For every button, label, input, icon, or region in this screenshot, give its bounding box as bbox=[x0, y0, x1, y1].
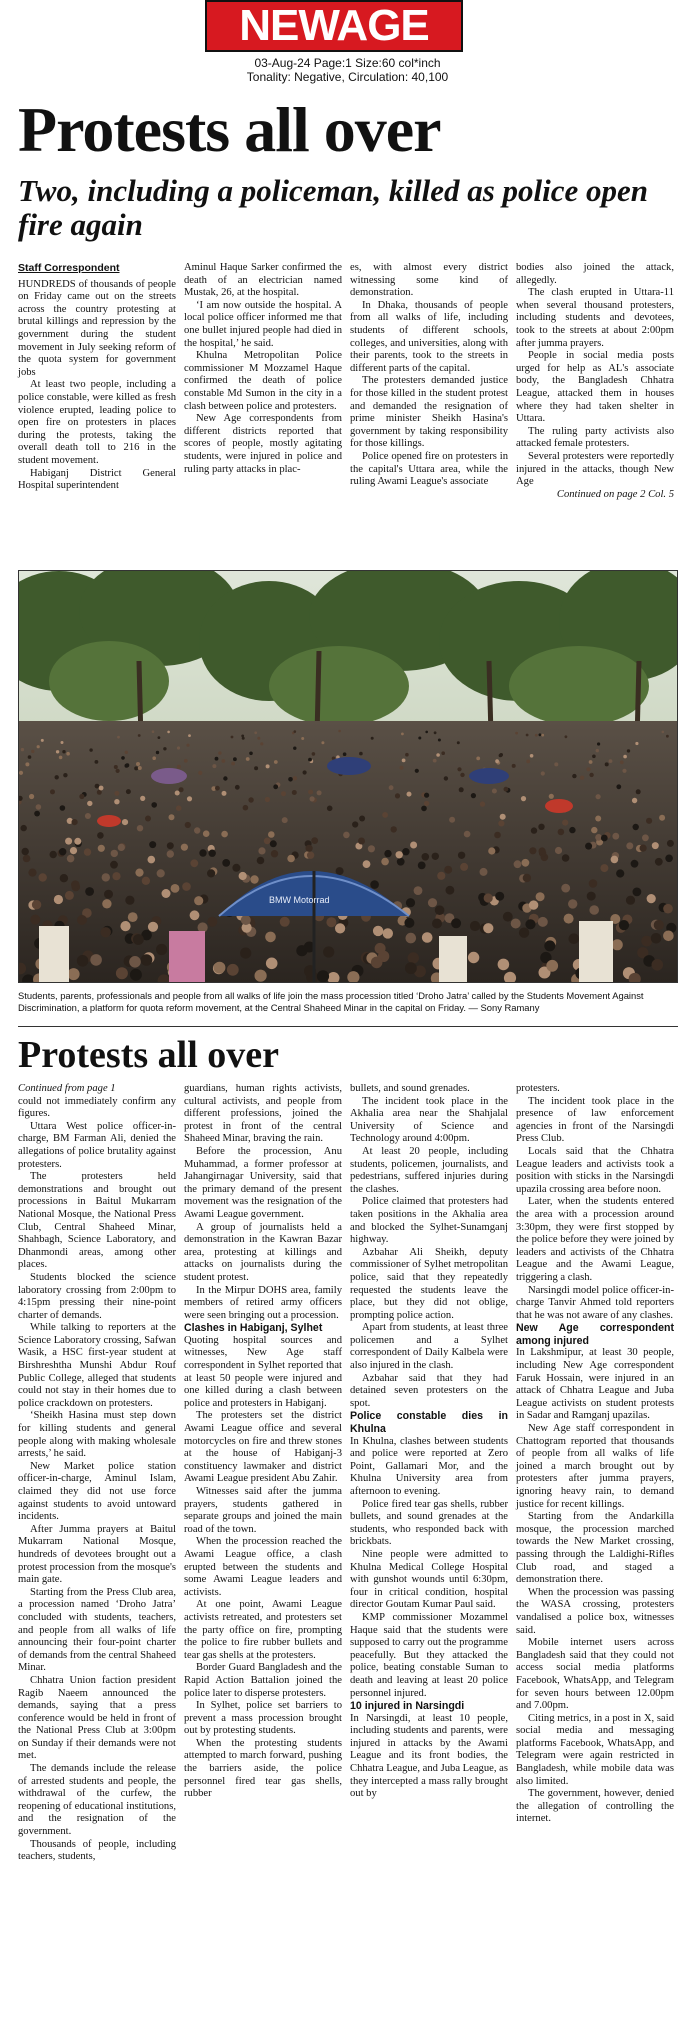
top-article-columns bbox=[18, 262, 678, 501]
article-paragraph: When the procession reached the Awami League office, a clash erupted between the students and some Awami League leaders and activists. bbox=[184, 1536, 342, 1598]
article-paragraph: Mobile internet users across Bangladesh said that they could not access social media platforms Facebook, WhatsApp, and Telegram for seven hours between 12.00pm and 7.00pm. bbox=[516, 1637, 674, 1712]
article-paragraph: Azbahar said that they had detained seven protesters on the spot. bbox=[350, 1372, 508, 1409]
article-paragraph: Police claimed that protesters had taken positions in the Akhalia area and blocked the Sylhet-Sunamganj highway. bbox=[350, 1196, 508, 1246]
article-paragraph: New Age correspondents from different districts reported that scores of people, mostly agitating students, were injured in police and ruling party attacks in plac- bbox=[184, 413, 342, 475]
umbrella-text: BMW Motorrad bbox=[269, 895, 330, 905]
article-paragraph: KMP commissioner Mozammel Haque said that the students were supposed to carry out the programme peacefully. But they attacked the police, beating constable Suman to death and leaving at least 20 police personnel injured. bbox=[350, 1611, 508, 1699]
article-paragraph: Uttara West police officer-in-charge, BM Farman Ali, denied the allegations of police brutality against protesters. bbox=[18, 1120, 176, 1170]
article-paragraph: While talking to reporters at the Science Laboratory crossing, Safwan Wasik, a HSC first-year student at Birshreshtha Munshi Abdur Rouf Public College, alleged that students could not stay in their homes due to police crackdown on protesters. bbox=[18, 1322, 176, 1409]
bottom-column-3 bbox=[350, 1083, 508, 1864]
clipping-meta-tonality: Tonality: Negative, Circulation: 40,100 bbox=[246, 70, 449, 84]
article-paragraph: Students blocked the science laboratory crossing from 2:00pm to 4:15pm pressing their nine-point charter of demands. bbox=[18, 1271, 176, 1321]
article-paragraph: ‘I am now outside the hospital. A local police officer informed me that one bullet injured people had died in the hospital,’ he said. bbox=[184, 299, 342, 349]
article-paragraph: Azbahar Ali Sheikh, deputy commissioner of Sylhet metropolitan police, said that they repeatedly requested the students leave the place, but they did not oblige, prompting police action. bbox=[350, 1246, 508, 1321]
article-paragraph: protesters. bbox=[516, 1083, 560, 1094]
article-paragraph: New Market police station officer-in-charge, Aminul Islam, claimed they did not use force against students to avoid untoward incidents. bbox=[18, 1460, 176, 1523]
article-paragraph: Several protesters were reportedly injured in the attacks, though New Age bbox=[516, 450, 674, 488]
article-paragraph: After Jumma prayers at Baitul Mukarram National Mosque, hundreds of devotees brought out a protest procession from the mosque's main gate. bbox=[18, 1523, 176, 1586]
continued-from-label: Continued from page 1 bbox=[18, 1083, 116, 1094]
photo-caption: Students, parents, professionals and people from all walks of life join the mass procession titled ‘Droho Jatra’ called by the Students Movement Against Discrimination, a platform for quota reform movement, at the Central Shaheed Minar in the capital on Friday. — Sony Ramany bbox=[18, 990, 644, 1013]
article-paragraph: New Age staff correspondent in Chattogram reported that thousands of people from all walks of life joined a march brought out by protesters after jumma prayers, ignoring heavy rain, to demand justice for recent killings. bbox=[516, 1423, 674, 1510]
article-paragraph: Aminul Haque Sarker confirmed the death of an electrician named Mustak, 26, at the hospital. bbox=[184, 262, 342, 299]
article-paragraph: At least 20 people, including students, policemen, journalists, and pedestrians, suffered injuries during the clashes. bbox=[350, 1145, 508, 1195]
masthead-logo bbox=[205, 0, 463, 52]
article-paragraph: Police opened fire on protesters in the capital's Uttara area, while the ruling Awami League's associate bbox=[350, 450, 508, 488]
article-paragraph: Narsingdi model police officer-in-charge Tanvir Ahmed told reporters that he was not aware of any clashes. bbox=[516, 1284, 674, 1321]
article-paragraph: The government, however, denied the allegation of controlling the internet. bbox=[516, 1788, 674, 1825]
article-paragraph: HUNDREDS of thousands of people on Friday came out on the streets across the country protesting at brutal killings and repression by the government during the student movement in July seeking reform of the quota system for government jobs bbox=[18, 278, 176, 378]
crowd-photo bbox=[18, 570, 678, 983]
section-divider bbox=[18, 1026, 678, 1027]
article-paragraph: Border Guard Bangladesh and the Rapid Action Battalion joined the police later to disperse protesters. bbox=[184, 1662, 342, 1699]
article-paragraph: In the Mirpur DOHS area, family members of retired army officers were seen bringing out a procession. bbox=[184, 1284, 342, 1321]
article-paragraph: At least two people, including a police constable, were killed as fresh violence erupted, leading police to open fire on protesters in places during the protests, taking the overall death toll to 216 in the student movement. bbox=[18, 379, 176, 466]
main-headline: Protests all over bbox=[18, 94, 441, 165]
article-paragraph: In Lakshmipur, at least 30 people, including New Age correspondent Faruk Hossain, were injured in an attack of Chhatra League and Juba League activists on student protests in Sadar and Ramganj upazilas. bbox=[516, 1347, 674, 1422]
article-paragraph: In Sylhet, police set barriers to prevent a mass procession brought out by protesting students. bbox=[184, 1700, 342, 1737]
article-paragraph: bullets, and sound grenades. bbox=[350, 1083, 470, 1094]
article-paragraph: ‘Sheikh Hasina must step down for killing students and general people along with making wholesale arrests,’ he said. bbox=[18, 1410, 176, 1460]
article-paragraph: Locals said that the Chhatra League leaders and activists took a position with sticks in the Narsingdi upazila crossing area before noon. bbox=[516, 1145, 674, 1195]
masthead-text: NEWAGE bbox=[239, 1, 429, 50]
article-paragraph: Chhatra Union faction president Ragib Naeem announced the demands, saying that a press conference would be held in front of the National Press Club at 3:00pm on Sunday if their demands were not met. bbox=[18, 1674, 176, 1762]
article-paragraph: When the protesting students attempted to march forward, pushing the barriers aside, the police personnel fired tear gas shells, rubber bbox=[184, 1737, 342, 1800]
top-column-1 bbox=[18, 262, 176, 501]
article-paragraph: At one point, Awami League activists retreated, and protesters set the party office on fire, prompting the police to fire rubber bullets and tear gas shells at the protesters. bbox=[184, 1599, 342, 1661]
top-column-4 bbox=[516, 262, 674, 501]
article-paragraph: Thousands of people, including teachers, students, bbox=[18, 1838, 176, 1863]
article-paragraph: In Dhaka, thousands of people from all walks of life, including students of different schools, colleges, and universities, along with their parents, took to the streets in different parts of the capital. bbox=[350, 299, 508, 374]
article-paragraph: guardians, human rights activists, cultural activists, and people from different professions, joined the protest in front of the central Shaheed Minar, braving the rain. bbox=[184, 1083, 342, 1145]
article-paragraph: Starting from the Press Club area, a procession named ‘Droho Jatra’ concluded with students, teachers, and people from all walks of life announcing their four-point charter of demands from the central Shaheed Minar. bbox=[18, 1586, 176, 1674]
article-paragraph: The demands include the release of arrested students and people, the withdrawal of the curfew, the reopening of educational institutions, and the resignation of the government. bbox=[18, 1763, 176, 1838]
article-paragraph: Citing metrics, in a post in X, said social media and messaging platforms Facebook, WhatsApp, and Telegram were again restricted in Bangladesh, while mobile data was also limited. bbox=[516, 1712, 674, 1787]
article-paragraph: The protesters demanded justice for those killed in the student protest and demanded the resignation of prime minister Sheikh Hasina's government by taking responsibility for those killings. bbox=[350, 375, 508, 450]
article-paragraph: A group of journalists held a demonstration in the Kawran Bazar area, protesting at killings and attacks on journalists during the student protest. bbox=[184, 1221, 342, 1283]
article-paragraph: The ruling party activists also attacked female protesters. bbox=[516, 425, 674, 450]
bottom-article-columns bbox=[18, 1083, 678, 1864]
article-paragraph: The incident took place in the presence of law enforcement agencies in front of the Narsingdi Press Club. bbox=[516, 1095, 674, 1145]
top-column-2 bbox=[184, 262, 342, 501]
article-paragraph: The protesters held demonstrations and brought out processions in Baitul Mukarram National Mosque, the National Press Club, Central Shaheed Minar, Shahbagh, Science Laboratory, and Dhanmondi areas, among other places. bbox=[18, 1171, 176, 1271]
continuation-headline: Protests all over bbox=[18, 1034, 279, 1076]
top-column-3 bbox=[350, 262, 508, 501]
article-paragraph: The incident took place in the Akhalia area near the Shahjalal University of Science and Technology around 4:00pm. bbox=[350, 1095, 508, 1145]
article-paragraph: Later, when the students entered the area with a procession around 3:30pm, they were first stopped by the police before they were joined by leaders and activists of the Chhatra League and the Awami League, triggering a clash. bbox=[516, 1196, 674, 1283]
section-subheading: Clashes in Habiganj, Sylhet bbox=[184, 1322, 323, 1335]
article-paragraph: Habiganj District General Hospital superintendent bbox=[18, 467, 176, 492]
continued-on-link: Continued on page 2 Col. 5 bbox=[556, 488, 674, 500]
article-paragraph: Apart from students, at least three policemen and a Sylhet correspondent of Daily Kalbela were also injured in the clash. bbox=[350, 1322, 508, 1372]
article-paragraph: could not immediately confirm any figures. bbox=[18, 1095, 176, 1120]
article-paragraph: The clash erupted in Uttara-11 when several thousand protesters, including students and devotees, took to the streets at about 2:00pm after jumma prayers. bbox=[516, 287, 674, 349]
byline: Staff Correspondent bbox=[18, 262, 120, 274]
bottom-column-4 bbox=[516, 1083, 674, 1864]
section-subheading: 10 injured in Narsingdi bbox=[350, 1700, 465, 1713]
article-paragraph: Witnesses said after the jumma prayers, students gathered in separate groups and joined the main road of the town. bbox=[184, 1486, 342, 1535]
section-subheading: New Age correspondent among injured bbox=[516, 1322, 674, 1347]
clipping-meta-date: 03-Aug-24 Page:1 Size:60 col*inch bbox=[254, 56, 441, 70]
article-paragraph: Khulna Metropolitan Police commissioner M Mozzamel Haque confirmed the death of police constable Md Sumon in the city in a clash between police and protesters. bbox=[184, 350, 342, 412]
article-paragraph: Nine people were admitted to Khulna Medical College Hospital with gunshot wounds until 6:30pm, four in critical condition, hospital director Goutam Kumar Paul said. bbox=[350, 1548, 508, 1611]
article-paragraph: es, with almost every district witnessing some kind of demonstration. bbox=[350, 262, 508, 299]
article-paragraph: In Khulna, clashes between students and police were reported at Zero Point, Gallamari Mor, and the Khulna University area from afternoon to evening. bbox=[350, 1435, 508, 1497]
article-paragraph: Before the procession, Anu Muhammad, a former professor at Jahangirnagar University, said that the primary demand of the present movement was the resignation of the Awami League government. bbox=[184, 1145, 342, 1220]
article-paragraph: Police fired tear gas shells, rubber bullets, and sound grenades at the students, who responded back with brickbats. bbox=[350, 1498, 508, 1548]
article-paragraph: When the procession was passing the WASA crossing, protesters vandalised a police box, witnesses said. bbox=[516, 1586, 674, 1636]
article-paragraph: Quoting hospital sources and witnesses, New Age staff correspondent in Sylhet reported that at least 50 people were injured and one killed during a clash between police and protesters in Habiganj. bbox=[184, 1334, 342, 1409]
section-subheading: Police constable dies in Khulna bbox=[350, 1410, 508, 1436]
article-paragraph: bodies also joined the attack, allegedly. bbox=[516, 262, 674, 286]
article-paragraph: The protesters set the district Awami League office and several motorcycles on fire and threw stones at the house of Habiganj-3 constituency lawmaker and district Awami League president Abu Zahir. bbox=[184, 1410, 342, 1485]
bottom-column-1 bbox=[18, 1083, 176, 1864]
bottom-column-2 bbox=[184, 1083, 342, 1864]
subheadline: Two, including a policeman, killed as police open fire again bbox=[18, 173, 649, 242]
article-paragraph: Starting from the Andarkilla mosque, the procession marched towards the New Market crossing, passing through the Laldighi-Rifles Club road, and staged a demonstration there. bbox=[516, 1511, 674, 1586]
article-paragraph: People in social media posts urged for help as AL's associate body, the Bangladesh Chhatra League, attacked them in houses where they had taken shelter in Uttara. bbox=[516, 350, 674, 425]
article-paragraph: In Narsingdi, at least 10 people, including students and parents, were injured in attacks by the Awami League and its front bodies, the Chhatra League, and Juba League, as they intercepted a mass rally brought out by bbox=[350, 1712, 508, 1800]
